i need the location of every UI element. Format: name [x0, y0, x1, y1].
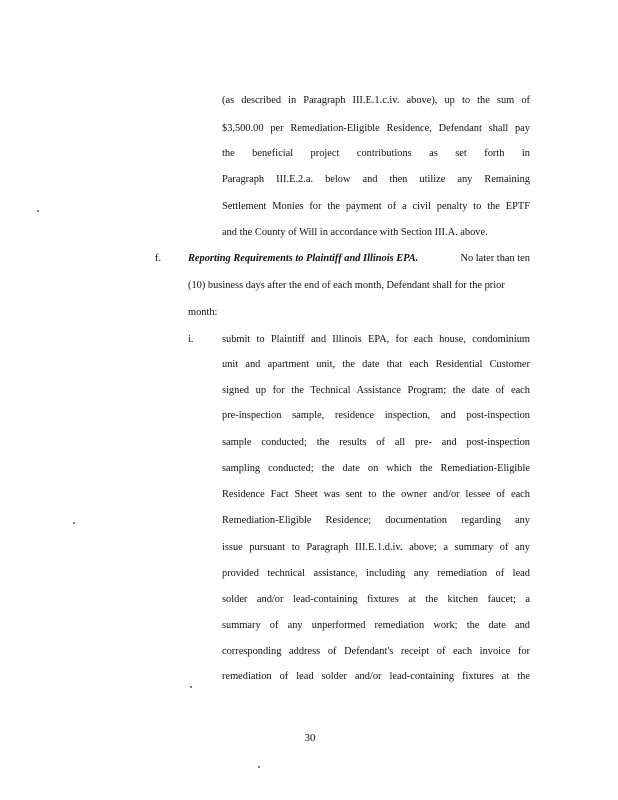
text-line: signed up for the Technical Assistance Program; the date of each: [222, 385, 530, 396]
text-line: pre-inspection sample, residence inspection, and post-inspection: [222, 410, 530, 421]
text-line: provided technical assistance, including any remediation of lead: [222, 568, 530, 579]
scan-speck: [258, 766, 260, 768]
text-line: solder and/or lead-containing fixtures at the kitchen faucet; a: [222, 594, 530, 605]
text-line: Settlement Monies for the payment of a civil penalty to the EPTF: [222, 201, 530, 212]
text-line: issue pursuant to Paragraph III.E.1.d.iv. above; a summary of any: [222, 542, 530, 553]
text-line: Residence Fact Sheet was sent to the owner and/or lessee of each: [222, 489, 530, 500]
section-f-marker: f.: [155, 253, 162, 264]
section-f-heading: Reporting Requirements to Plaintiff and Illinois EPA.: [188, 253, 419, 264]
page-number: 30: [304, 732, 316, 744]
text-line: unit and apartment unit, the date that each Residential Customer: [222, 359, 530, 370]
text-line: Paragraph III.E.2.a. below and then utilize any Remaining: [222, 174, 530, 185]
section-f-first-line: [188, 253, 530, 265]
text-line: $3,500.00 per Remediation-Eligible Residence, Defendant shall pay: [222, 123, 530, 134]
text-line: the beneficial project contributions as set forth in: [222, 148, 530, 159]
text-line: corresponding address of Defendant's receipt of each invoice for: [222, 646, 530, 657]
scan-speck: [73, 522, 75, 524]
text-line: and the County of Will in accordance with Section III.A. above.: [222, 227, 488, 238]
text-line: submit to Plaintiff and Illinois EPA, for each house, condominium: [222, 334, 530, 345]
text-line: sample conducted; the results of all pre- and post-inspection: [222, 437, 530, 448]
text-line: Remediation-Eligible Residence; documentation regarding any: [222, 515, 530, 526]
scan-speck: [190, 686, 192, 688]
text-line: sampling conducted; the date on which the Remediation-Eligible: [222, 463, 530, 474]
item-i-marker: i.: [188, 334, 194, 345]
text-line: month:: [188, 307, 218, 318]
text-line: (as described in Paragraph III.E.1.c.iv. above), up to the sum of: [222, 95, 530, 106]
scan-speck: [37, 210, 39, 212]
section-f-heading-rest: No later than ten: [460, 253, 530, 264]
text-line: (10) business days after the end of each month, Defendant shall for the prior: [188, 280, 505, 291]
text-line: summary of any unperformed remediation work; the date and: [222, 620, 530, 631]
text-line: remediation of lead solder and/or lead-containing fixtures at the: [222, 671, 530, 682]
